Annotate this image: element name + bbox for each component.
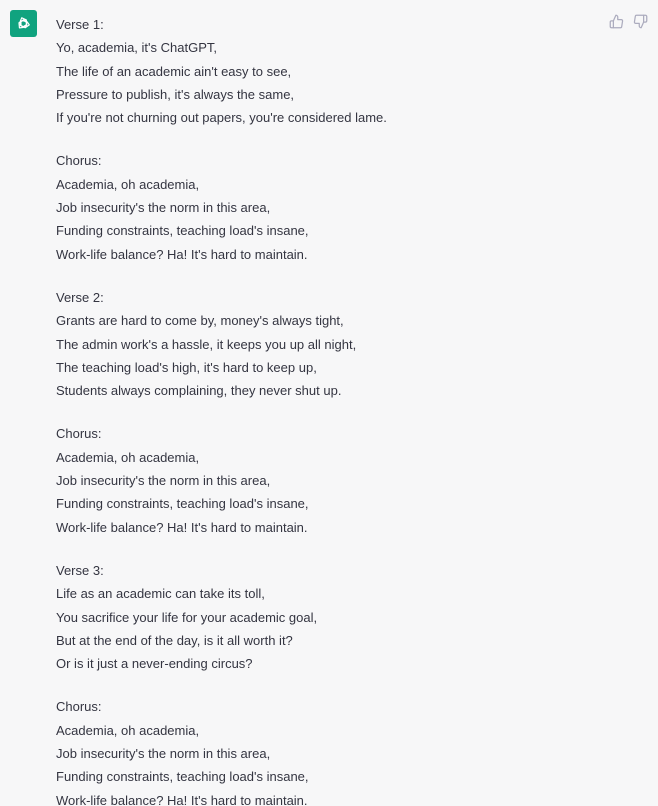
- message-content: [56, 13, 616, 806]
- thumbs-up-button[interactable]: [608, 13, 624, 29]
- lyric-line: Job insecurity's the norm in this area,: [56, 746, 271, 762]
- lyric-line: But at the end of the day, is it all worth it?: [56, 632, 293, 648]
- lyric-line: Funding constraints, teaching load's insane,: [56, 769, 309, 785]
- lyric-line: Funding constraints, teaching load's insane,: [56, 496, 309, 512]
- lyric-line: The teaching load's high, it's hard to keep up,: [56, 359, 317, 375]
- lyric-line: Job insecurity's the norm in this area,: [56, 200, 271, 216]
- lyric-line: Work-life balance? Ha! It's hard to maintain.: [56, 792, 308, 806]
- stanza-heading: Chorus:: [56, 699, 102, 715]
- lyric-line: Work-life balance? Ha! It's hard to maintain.: [56, 246, 308, 262]
- stanza-heading: Verse 1:: [56, 17, 104, 32]
- lyric-line: Yo, academia, it's ChatGPT,: [56, 40, 217, 56]
- lyric-line: Funding constraints, teaching load's insane,: [56, 223, 309, 239]
- thumbs-down-button[interactable]: [632, 13, 648, 29]
- lyric-line: You sacrifice your life for your academic goal,: [56, 609, 318, 625]
- lyric-line: Academia, oh academia,: [56, 722, 200, 738]
- feedback-actions: [608, 13, 648, 29]
- stanza: [56, 149, 616, 265]
- stanza: [56, 286, 616, 402]
- lyric-line: The life of an academic ain't easy to see,: [56, 63, 292, 79]
- lyric-line: If you're not churning out papers, you're considered lame.: [56, 110, 387, 126]
- lyric-line: Job insecurity's the norm in this area,: [56, 473, 271, 489]
- lyric-line: Or is it just a never-ending circus?: [56, 656, 253, 672]
- stanza-heading: Verse 3:: [56, 562, 104, 578]
- stanza: [56, 695, 616, 806]
- stanza-heading: Chorus:: [56, 426, 102, 442]
- stanza-heading: Chorus:: [56, 153, 102, 169]
- lyric-line: Students always complaining, they never shut up.: [56, 383, 342, 399]
- lyric-line: Work-life balance? Ha! It's hard to maintain.: [56, 519, 308, 535]
- lyric-line: The admin work's a hassle, it keeps you up all night,: [56, 336, 357, 352]
- stanza: [56, 559, 616, 675]
- lyric-line: Academia, oh academia,: [56, 176, 200, 192]
- lyric-line: Life as an academic can take its toll,: [56, 586, 265, 602]
- thumbs-up-icon: [609, 14, 624, 29]
- assistant-avatar: [10, 10, 37, 37]
- openai-logo-icon: [14, 14, 33, 33]
- stanza-heading: Verse 2:: [56, 289, 104, 305]
- lyric-line: Grants are hard to come by, money's always tight,: [56, 313, 344, 329]
- stanza: [56, 422, 616, 538]
- thumbs-down-icon: [633, 14, 648, 29]
- lyric-line: Academia, oh academia,: [56, 449, 200, 465]
- lyric-line: Pressure to publish, it's always the same,: [56, 86, 295, 102]
- stanza: [56, 13, 616, 129]
